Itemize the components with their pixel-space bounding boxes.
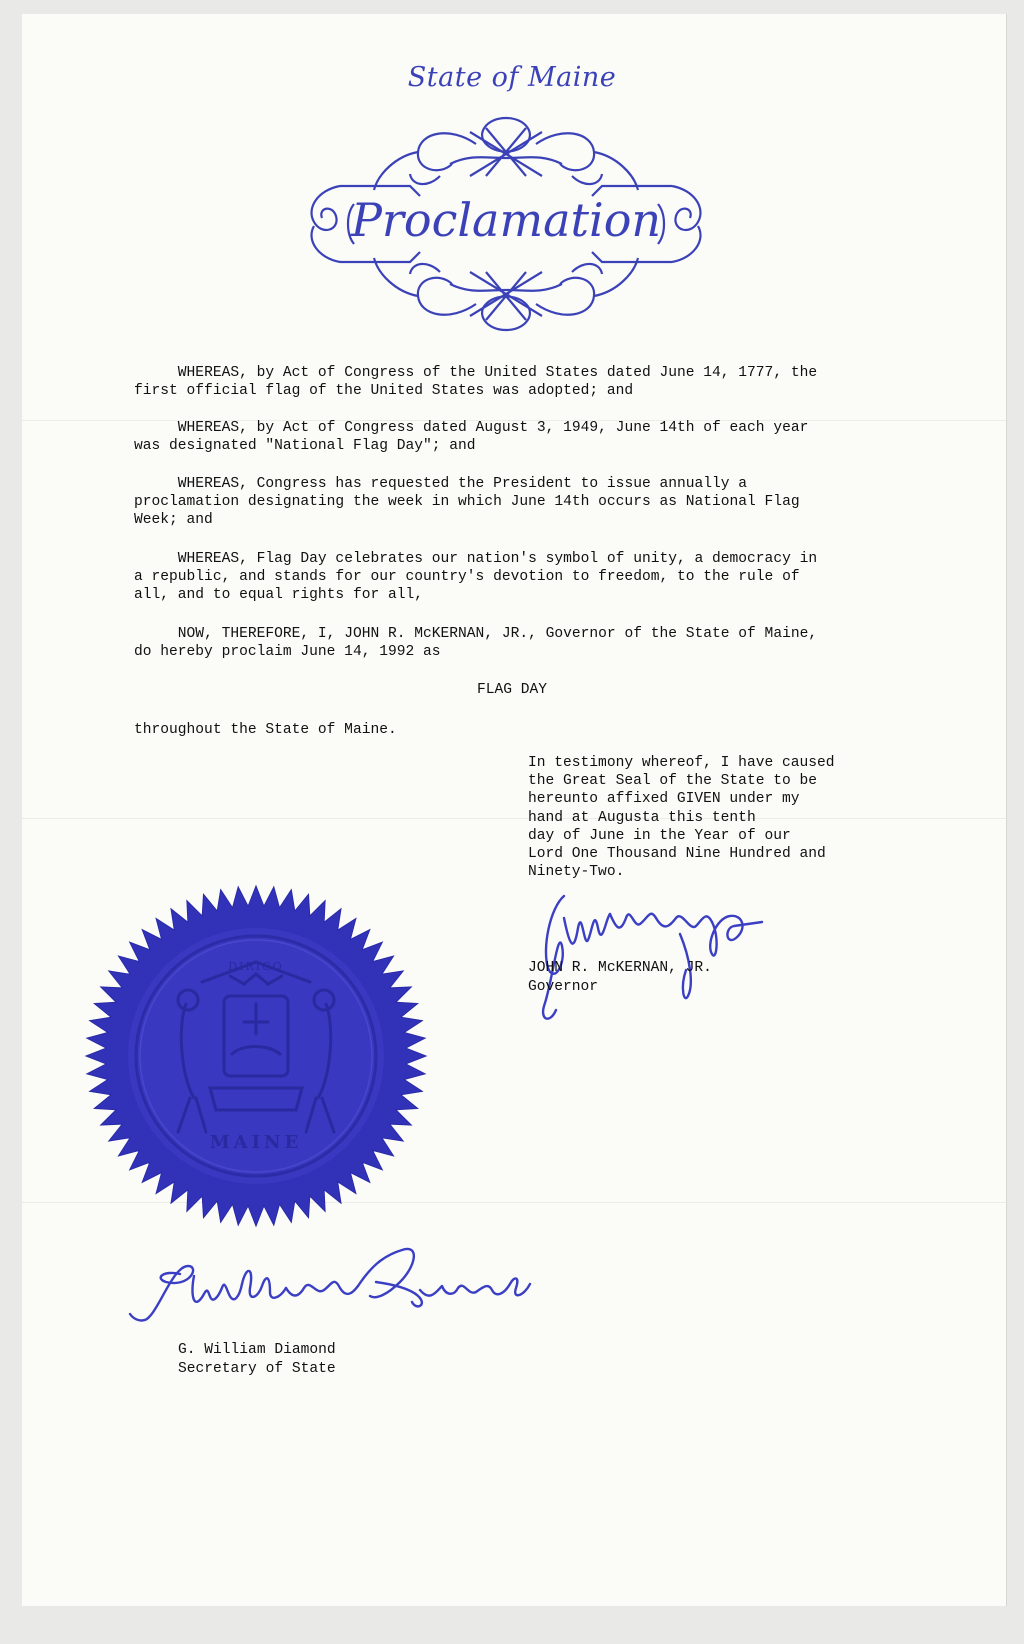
- proclamation-title: Proclamation: [350, 193, 662, 247]
- whereas-paragraph-2: WHEREAS, by Act of Congress dated August 3, 1949, June 14th of each year was designated "National Flag Day"; and: [134, 420, 809, 455]
- seal-maine-text: MAINE: [209, 1132, 303, 1153]
- proclaim-paragraph: NOW, THEREFORE, I, JOHN R. McKERNAN, JR., Governor of the State of Maine, do hereby proclaim June 14, 1992 as: [134, 626, 818, 661]
- whereas-paragraph-1: WHEREAS, by Act of Congress of the United States dated June 14, 1777, the first official flag of the United States was adopted; and: [134, 365, 818, 400]
- testimony-block: In testimony whereof, I have caused the Great Seal of the State to be hereunto affixed GIVEN under my hand at Augusta this tenth day of June in the Year of our Lord One Thousand Nine Hundred and Ninety-Two.: [528, 755, 835, 881]
- proclamation-cartouche: [300, 104, 712, 344]
- secretary-title: Secretary of State: [178, 1361, 336, 1377]
- whereas-paragraph-3: WHEREAS, Congress has requested the President to issue annually a proclamation designating the week in which June 14th occurs as National Flag Week; and: [134, 476, 800, 529]
- state-heading: State of Maine: [407, 62, 617, 93]
- governor-name: JOHN R. McKERNAN, JR.: [528, 960, 712, 976]
- state-seal-icon: [82, 884, 430, 1228]
- secretary-name: G. William Diamond: [178, 1342, 336, 1358]
- governor-title: Governor: [528, 979, 599, 995]
- closing-line: throughout the State of Maine.: [134, 722, 397, 738]
- whereas-paragraph-4: WHEREAS, Flag Day celebrates our nation's symbol of unity, a democracy in a republic, and stands for our country's devotion to freedom, to the rule of all, and to equal rights for all,: [134, 551, 818, 604]
- secretary-signature: [120, 1236, 550, 1346]
- seal-motto-text: DIRIGO: [228, 960, 284, 973]
- proclaimed-day: FLAG DAY: [476, 682, 548, 698]
- governor-signature: [530, 888, 780, 1028]
